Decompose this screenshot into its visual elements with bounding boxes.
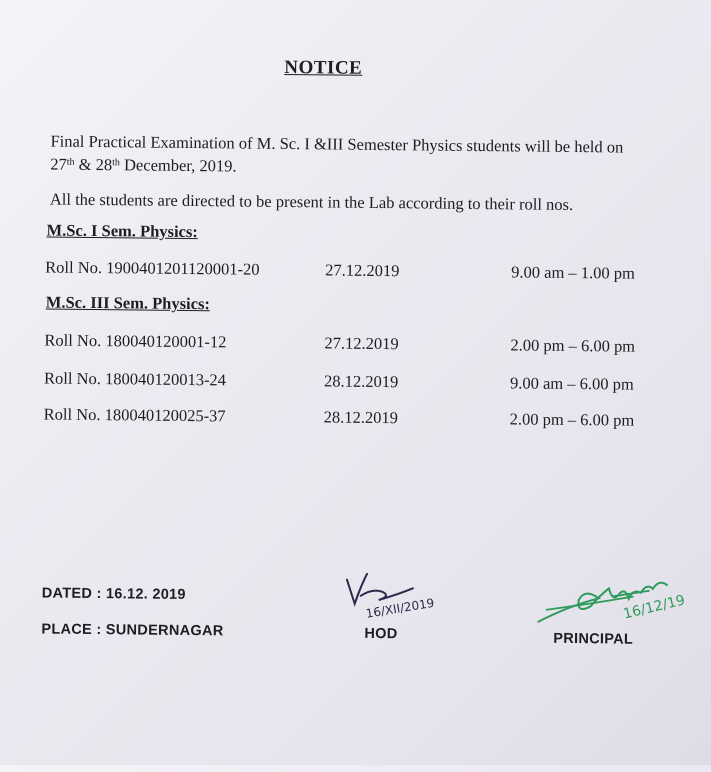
exam-date-27: 27 <box>50 154 67 174</box>
ordinal-suffix: th <box>112 157 121 169</box>
exam-time: 9.00 am – 6.00 pm <box>509 373 634 394</box>
schedule-row <box>44 368 684 399</box>
exam-month-year: December, 2019. <box>119 155 237 176</box>
exam-date: 28.12.2019 <box>323 407 398 428</box>
section-heading-msc-i: M.Sc. I Sem. Physics: <box>46 220 198 242</box>
schedule-row <box>44 330 684 361</box>
schedule-row <box>45 257 685 288</box>
hod-signature <box>338 566 469 627</box>
dated-line: DATED : 16.12. 2019 <box>41 585 186 603</box>
roll-range: Roll No. 180040120001-12 <box>44 330 227 352</box>
section-heading-msc-iii: M.Sc. III Sem. Physics: <box>45 292 211 314</box>
exam-date: 27.12.2019 <box>324 333 399 354</box>
roll-range: Roll No. 180040120013-24 <box>43 368 227 390</box>
exam-time: 2.00 pm – 6.00 pm <box>510 335 636 356</box>
roll-range: Roll No. 180040120025-37 <box>43 404 226 426</box>
exam-date-28: & 28 <box>74 154 113 175</box>
announcement-line-1: Final Practical Examination of M. Sc. I &III Semester Physics students will be held on <box>50 131 624 157</box>
principal-signature-date: 16/12/19 <box>621 592 687 623</box>
schedule-row <box>44 404 684 435</box>
hod-label: HOD <box>364 625 398 643</box>
principal-label: PRINCIPAL <box>553 630 634 648</box>
hod-signature-date: 16/XII/2019 <box>364 595 436 621</box>
place-line: PLACE : SUNDERNAGAR <box>41 621 224 640</box>
exam-date: 27.12.2019 <box>325 260 400 281</box>
notice-title: NOTICE <box>284 56 363 79</box>
exam-time: 2.00 pm – 6.00 pm <box>509 409 635 430</box>
roll-range: Roll No. 1900401201120001-20 <box>45 257 260 279</box>
exam-time: 9.00 am – 1.00 pm <box>511 262 636 283</box>
exam-date: 28.12.2019 <box>323 371 399 392</box>
exam-announcement <box>50 130 690 183</box>
lab-instruction: All the students are directed to be present in the Lab according to their roll nos. <box>49 189 574 215</box>
ordinal-suffix: th <box>66 156 75 168</box>
